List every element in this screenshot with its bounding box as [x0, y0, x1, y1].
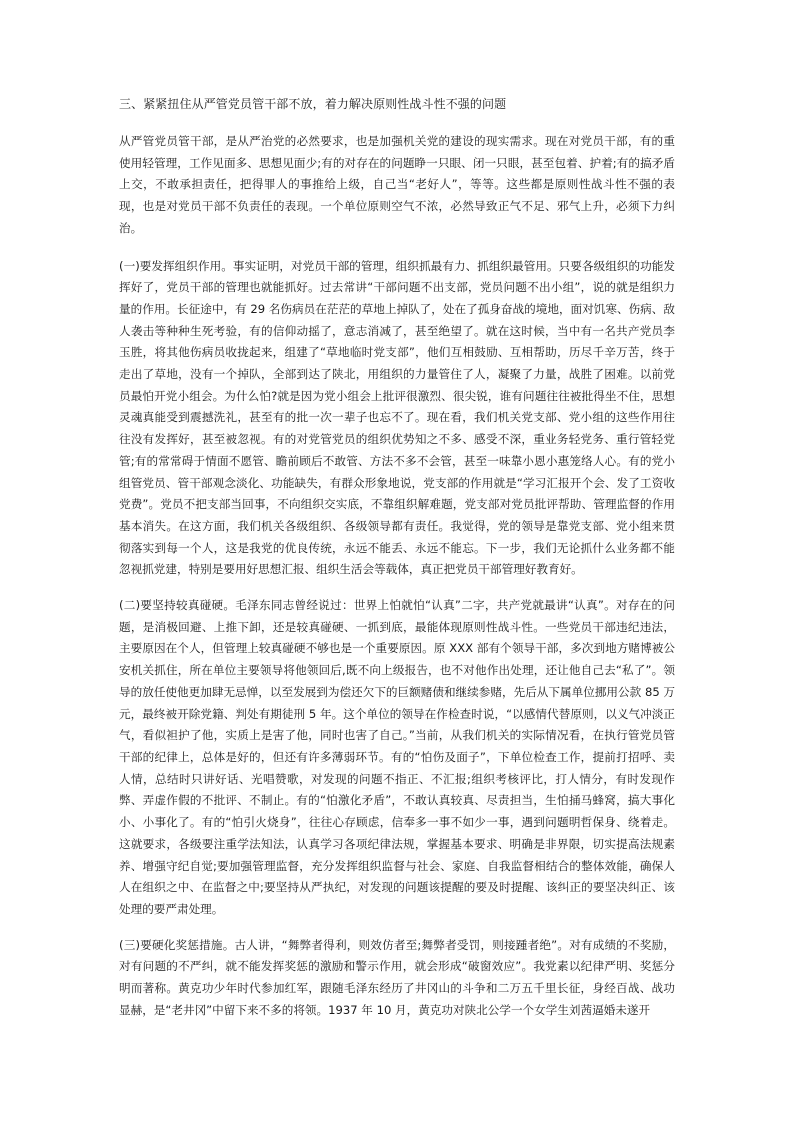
section-heading: 三、紧紧扭住从严管党员管干部不放，着力解决原则性战斗性不强的问题: [119, 97, 507, 111]
paragraph-serious-discipline: (二)要坚持较真碰硬。毛泽东同志曾经说过：世界上怕就怕“认真”二字，共产党就最讲“认真”。对存在的问题，是消极回避、上推下卸，还是较真碰硬、一抓到底，最能体现原则性战斗性。一些党员干部违纪违法，主要原因在个人，但管理上较真碰硬不够也是一个重要原因。原 XXX 部有个领导干部，多次到地方赌博被公安机关抓住，所在单位主要领导将他领回后,既不向上级报告，也不对他作出处理，还让他自己去“私了”。领导的放任使他更加肆无忌惮，以至发展到为偿还欠下的巨额赌债和继续参赌，先后从下属单位挪用公款 85 万元，最终被开除党籍、判处有期徒刑 5 年。这个单位的领导在作检查时说，“以感情代替原则，以义气冲淡正气，看似袒护了他，实质上是害了他，同时也害了自己。”当前，从我们机关的实际情况看，在执行管党员管干部的纪律上，总体是好的，但还有许多薄弱环节。有的“怕伤及面子”，下单位检查工作，提前打招呼、卖人情，总结时只讲好话、光唱赞歌，对发现的问题不指正、不汇报;组织考核评比，打人情分，有时发现作弊、弄虚作假的不批评、不制止。有的“怕激化矛盾”，不敢认真较真、尽责担当，生怕捅马蜂窝，搞大事化小、小事化了。有的“怕引火烧身”，往往心存顾虑，信奉多一事不如少一事，遇到问题明哲保身、绕着走。这就要求，各级要注重学法知法，认真学习各项纪律法规，掌握基本要求、明确是非界限，切实提高法规素养、增强守纪自觉;要加强管理监督，充分发挥组织监督与社会、家庭、自我监督相结合的整体效能，确保人人在组织之中、在监督之中;要坚持从严执纪，对发现的问题该提醒的要及时提醒、该纠正的要坚决纠正、该处理的要严肃处理。: [119, 598, 675, 916]
document-page: [119, 93, 675, 1103]
paragraph-rewards-punishments: (三)要硬化奖惩措施。古人讲，“舞弊者得利，则效仿者至;舞弊者受罚，则接踵者绝”。对有成绩的不奖励，对有问题的不严纠，就不能发挥奖惩的激励和警示作用，就会形成“破窗效应”。我党素以纪律严明、奖惩分明而著称。黄克功少年时代参加红军，跟随毛泽东经历了井冈山的斗争和二万五千里长征，身经百战、战功显赫，是“老井冈”中留下来不多的将领。1937 年 10 月，黄克功对陕北公学一个女学生刘茜逼婚未遂开: [119, 937, 675, 1017]
paragraph-organization-role: (一)要发挥组织作用。事实证明，对党员干部的管理，组织抓最有力、抓组织最管用。只要各级组织的功能发挥好了，党员干部的管理也就能抓好。过去常讲“干部问题不出支部，党员问题不出小组”，说的就是组织力量的作用。长征途中，有 29 名伤病员在茫茫的草地上掉队了，处在了孤身奋战的境地，面对饥寒、伤病、敌人袭击等种种生死考验，有的信仰动摇了，意志消减了，甚至绝望了。就在这时候，当中有一名共产党员李玉胜，将其他伤病员收拢起来，组建了“草地临时党支部”，他们互相鼓励、互相帮助，历尽千辛万苦，终于走出了草地，没有一个掉队，全部到达了陕北，用组织的力量管住了人，凝聚了力量，战胜了困难。以前党员最怕开党小组会。为什么怕?就是因为党小组会上批评很激烈、很尖锐，谁有问题往往被批得坐不住，思想灵魂真能受到震撼洗礼，甚至有的批一次一辈子也忘不了。现在看，我们机关党支部、党小组的这些作用往往没有发挥好，甚至被忽视。有的对党管党员的组织优势知之不多、感受不深，重业务轻党务、重行管轻党管;有的常常碍于情面不愿管、瞻前顾后不敢管、方法不多不会管，甚至一味靠小恩小惠笼络人心。有的党小组管党员、管干部观念淡化、功能缺失，有群众形象地说，党支部的作用就是“学习汇报开个会、发了工资收党费”。党员不把支部当回事，不向组织交实底，不靠组织解难题，党支部对党员批评帮助、管理监督的作用基本消失。在这方面，我们机关各级组织、各级领导都有责任。我觉得，党的领导是靠党支部、党小组来贯彻落实到每一个人，这是我党的优良传统，永远不能丢、永远不能忘。下一步，我们无论抓什么业务都不能忽视抓党建，特别是要用好思想汇报、组织生活会等载体，真正把党员干部管理好教育好。: [119, 258, 675, 577]
intro-paragraph: 从严管党员管干部，是从严治党的必然要求，也是加强机关党的建设的现实需求。现在对党员干部，有的重使用轻管理，工作见面多、思想见面少;有的对存在的问题睁一只眼、闭一只眼，甚至包着、护着;有的搞矛盾上交，不敢承担责任，把得罪人的事推给上级，自己当“老好人”，等等。这些都是原则性战斗性不强的表现，也是对党员干部不负责任的表现。一个单位原则空气不浓，必然导致正气不足、邪气上升，必须下力纠治。: [119, 134, 675, 235]
